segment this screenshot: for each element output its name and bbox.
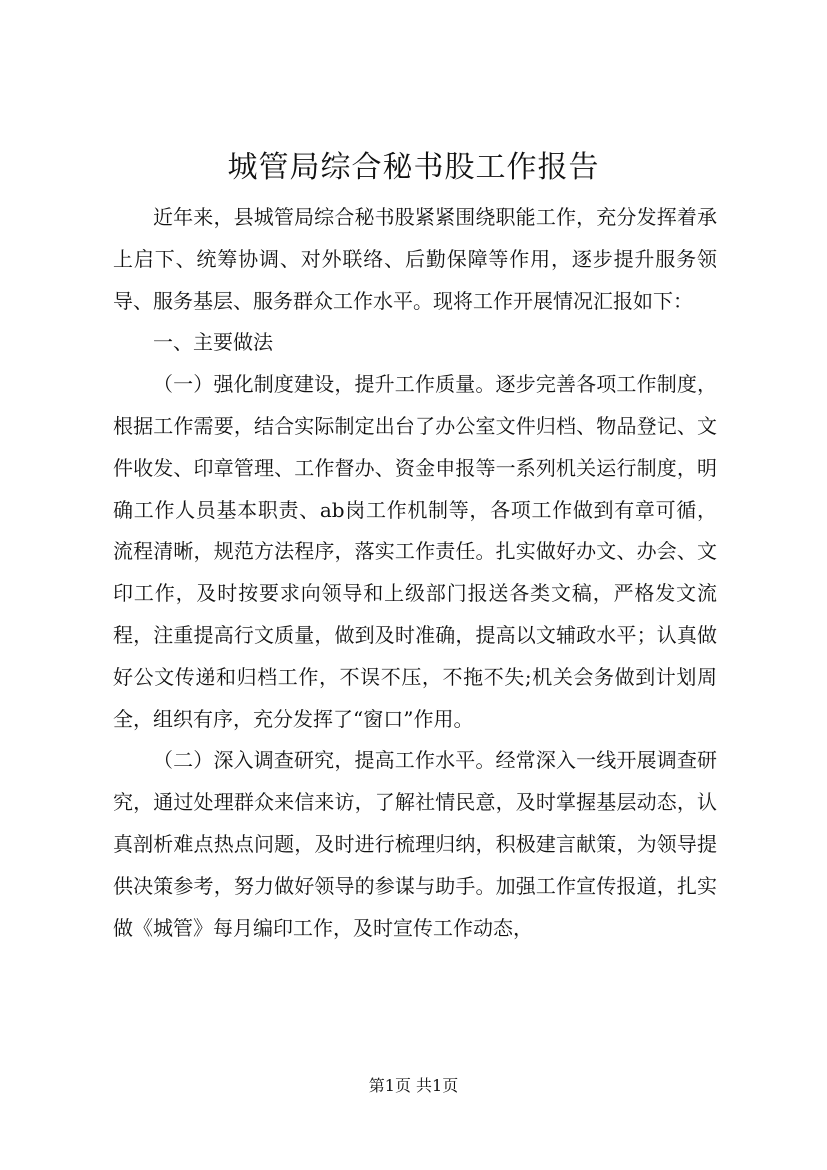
paragraph-intro: 近年来，县城管局综合秘书股紧紧围绕职能工作，充分发挥着承上启下、统筹协调、对外联络、后勤保障等作用，逐步提升服务领导、服务基层、服务群众工作水平。现将工作开展情况汇报如下： — [113, 205, 717, 313]
page-footer: 第1页 共1页 — [368, 1076, 459, 1095]
paragraph-system-building: （一）强化制度建设，提升工作质量。逐步完善各项工作制度，根据工作需要，结合实际制定出台了办公室文件归档、物品登记、文件收发、印章管理、工作督办、资金申报等一系列机关运行制度，明确工作人员基本职责、ab岗工作机制等，各项工作做到有章可循，流程清晰，规范方法程序，落实工作责任。扎实做好办文、办会、文印工作，及时按要求向领导和上级部门报送各类文稿，严格发文流程，注重提高行文质量，做到及时准确，提高以文辅政水平；认真做好公文传递和归档工作，不误不压，不拖不失;机关会务做到计划周全，组织有序，充分发挥了“窗口”作用。 — [113, 372, 717, 731]
section-heading-main-practices: 一、主要做法 — [153, 330, 273, 355]
paragraph-research: （二）深入调查研究，提高工作水平。经常深入一线开展调查研究，通过处理群众来信来访，了解社情民意，及时掌握基层动态，认真剖析难点热点问题，及时进行梳理归纳，积极建言献策，为领导提供决策参考，努力做好领导的参谋与助手。加强工作宣传报道，扎实做《城管》每月编印工作，及时宣传工作动态， — [113, 748, 717, 940]
document-title: 城管局综合秘书股工作报告 — [227, 150, 600, 185]
document-body — [113, 197, 717, 949]
